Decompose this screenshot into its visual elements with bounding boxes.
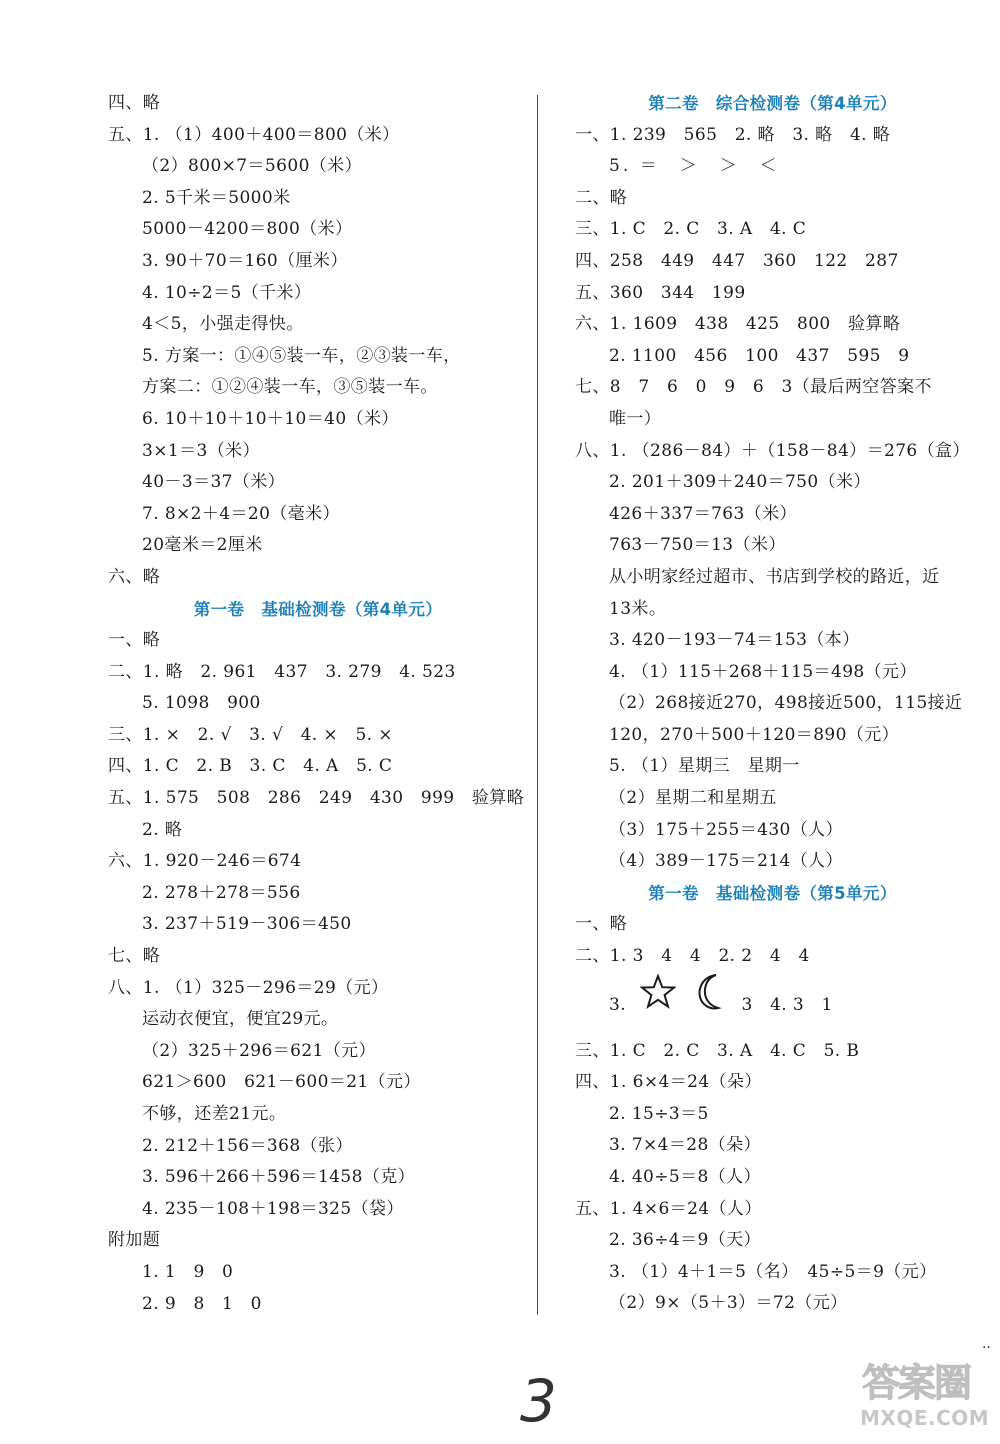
shapes-prefix: 3. bbox=[609, 994, 627, 1015]
answer-line: 二、略 bbox=[575, 187, 628, 208]
answer-line: 4. 40÷5＝8（人） bbox=[609, 1167, 761, 1187]
crescent-moon-icon bbox=[696, 973, 722, 1038]
answer-line: 5. 1098 900 bbox=[142, 693, 261, 714]
answer-line: （2）星期二和星期五 bbox=[609, 788, 777, 809]
answer-line: 1. 1 9 0 bbox=[142, 1261, 234, 1282]
answer-line: 一、略 bbox=[575, 914, 628, 935]
answer-line: 13米。 bbox=[609, 598, 667, 619]
star-icon bbox=[640, 974, 676, 1037]
decorative-dots: ·· bbox=[982, 1340, 991, 1356]
right-column bbox=[575, 88, 970, 1320]
answer-line: 二、1. 略 2. 961 437 3. 279 4. 523 bbox=[108, 661, 456, 682]
answer-line: 40－3＝37（米） bbox=[142, 472, 286, 493]
answer-line: 5000－4200＝800（米） bbox=[142, 219, 353, 240]
left-column bbox=[108, 88, 528, 1320]
answer-line: 六、略 bbox=[108, 566, 161, 587]
answer-line: 三、1. × 2. √ 3. √ 4. × 5. × bbox=[108, 724, 393, 745]
column-divider bbox=[537, 95, 538, 1315]
answer-line: 七、略 bbox=[108, 946, 161, 967]
answer-line: 3. 237＋519－306＝450 bbox=[142, 914, 352, 935]
answer-line: 426＋337＝763（米） bbox=[609, 503, 797, 524]
answer-line: 运动衣便宜，便宜29元。 bbox=[142, 1009, 339, 1030]
answer-line: 七、8 7 6 0 9 6 3（最后两空答案不 bbox=[575, 377, 932, 398]
answer-line: 八、1. （286－84）＋（158－84）＝276（盒） bbox=[575, 440, 970, 461]
answer-line: 3×1＝3（米） bbox=[142, 440, 260, 461]
answer-line: 八、1. （1）325－296＝29（元） bbox=[108, 977, 389, 998]
answer-line: 120，270＋500＋120＝890（元） bbox=[609, 724, 900, 745]
answer-line: （2）268接近270，498接近500，115接近 bbox=[609, 693, 963, 714]
answer-line: 六、1. 1609 438 425 800 验算略 bbox=[575, 314, 901, 335]
answer-line: 3. （1）4＋1＝5（名） 45÷5＝9（元） bbox=[609, 1261, 937, 1282]
bonus-heading: 附加题 bbox=[108, 1230, 161, 1251]
answer-line: 2. 9 8 1 0 bbox=[142, 1293, 262, 1314]
answer-line: 五、360 344 199 bbox=[575, 282, 746, 303]
answer-line: 五、1. （1）400＋400＝800（米） bbox=[108, 124, 400, 145]
answer-line: 2. 36÷4＝9（天） bbox=[609, 1230, 761, 1251]
answer-line: 2. 201＋309＋240＝750（米） bbox=[609, 472, 871, 493]
answer-line: 2. 5千米＝5000米 bbox=[142, 187, 291, 208]
section-heading: 第二卷 综合检测卷（第4单元） bbox=[648, 94, 897, 113]
answer-line: 3. 90＋70＝160（厘米） bbox=[142, 250, 348, 271]
answer-line: 一、略 bbox=[108, 630, 161, 651]
answer-line: 7. 8×2＋4＝20（毫米） bbox=[142, 503, 340, 524]
answer-line: 4. 235－108＋198＝325（袋） bbox=[142, 1198, 404, 1219]
answer-line: 方案二：①②④装一车，③⑤装一车。 bbox=[142, 377, 438, 398]
answer-line: 六、1. 920－246＝674 bbox=[108, 851, 302, 872]
answer-line: 2. 1100 456 100 437 595 9 bbox=[609, 345, 910, 366]
answer-line: 2. 15÷3＝5 bbox=[609, 1103, 709, 1124]
answer-line: 四、1. 6×4＝24（朵） bbox=[575, 1072, 762, 1093]
answer-line: 一、1. 239 565 2. 略 3. 略 4. 略 bbox=[575, 124, 891, 145]
answer-line: 763－750＝13（米） bbox=[609, 535, 786, 556]
answer-line: （3）175＋255＝430（人） bbox=[609, 819, 843, 840]
watermark-bottom-text: MXQE.COM bbox=[860, 1406, 990, 1430]
answer-line: 5. ＝ ＞ ＞ ＜ bbox=[609, 156, 780, 177]
answer-line: 5. （1）星期三 星期一 bbox=[609, 756, 800, 777]
section-heading: 第一卷 基础检测卷（第5单元） bbox=[648, 883, 897, 903]
answer-line: （4）389－175＝214（人） bbox=[609, 851, 843, 872]
answer-line: 四、258 449 447 360 122 287 bbox=[575, 250, 899, 271]
answer-line: 20毫米＝2厘米 bbox=[142, 535, 263, 556]
answer-line: 四、1. C 2. B 3. C 4. A 5. C bbox=[108, 756, 393, 777]
answer-line: 2. 212＋156＝368（张） bbox=[142, 1135, 353, 1156]
answer-line: 4. （1）115＋268＋115＝498（元） bbox=[609, 661, 917, 682]
answer-line: 2. 278＋278＝556 bbox=[142, 882, 301, 903]
answer-line: 三、1. C 2. C 3. A 4. C bbox=[575, 219, 807, 240]
answer-line: 五、1. 575 508 286 249 430 999 验算略 bbox=[108, 788, 525, 809]
answer-line: 二、1. 3 4 4 2. 2 4 4 bbox=[575, 946, 810, 967]
answer-line: 从小明家经过超市、书店到学校的路近，近 bbox=[609, 566, 940, 587]
watermark-logo bbox=[858, 1352, 988, 1434]
answer-line: 四、略 bbox=[108, 93, 161, 113]
answer-line: 3. 420－193－74＝153（本） bbox=[609, 630, 860, 651]
answer-line: （2）9×（5＋3）＝72（元） bbox=[609, 1293, 848, 1314]
shapes-suffix: 3 4. 3 1 bbox=[741, 994, 833, 1015]
answer-line: 621＞600 621－600＝21（元） bbox=[142, 1072, 421, 1093]
answer-line: 不够，还差21元。 bbox=[142, 1104, 287, 1124]
answer-line: （2）800×7＝5600（米） bbox=[142, 156, 362, 177]
page-number: 3 bbox=[520, 1367, 557, 1435]
shapes-answer-line bbox=[575, 973, 970, 1036]
answer-line: 6. 10＋10＋10＋10＝40（米） bbox=[142, 408, 399, 429]
answer-line: 4. 10÷2＝5（千米） bbox=[142, 282, 312, 303]
answer-line: 4＜5，小强走得快。 bbox=[142, 314, 304, 335]
answer-line: 3. 7×4＝28（朵） bbox=[609, 1135, 761, 1156]
section-heading: 第一卷 基础检测卷（第4单元） bbox=[193, 599, 443, 619]
answer-line: 2. 略 bbox=[142, 819, 183, 840]
answer-line: 三、1. C 2. C 3. A 4. C 5. B bbox=[575, 1040, 860, 1061]
answer-line: 3. 596＋266＋596＝1458（克） bbox=[142, 1167, 416, 1188]
answer-line: 5. 方案一：①④⑤装一车，②③装一车， bbox=[142, 345, 461, 366]
answer-line: 唯一） bbox=[609, 408, 662, 429]
watermark-top-text: 答案圈 bbox=[862, 1361, 971, 1405]
answer-line: （2）325＋296＝621（元） bbox=[142, 1040, 376, 1061]
answer-line: 五、1. 4×6＝24（人） bbox=[575, 1198, 762, 1219]
